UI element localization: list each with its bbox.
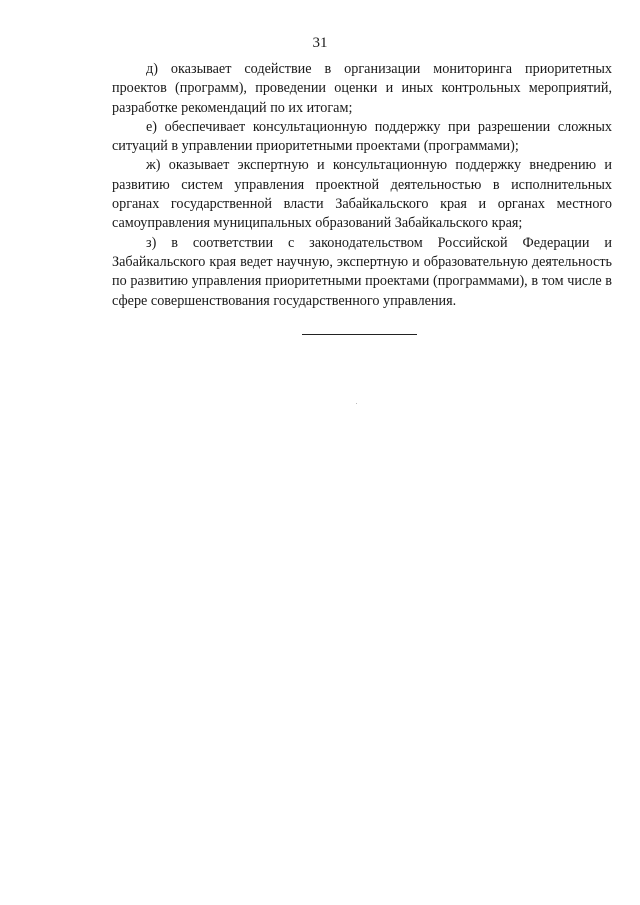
paragraph-e: е) обеспечивает консультационную поддержку при разрешении сложных ситуаций в управлении приоритетными проектами (программами); xyxy=(112,118,612,155)
paragraph-zh: ж) оказывает экспертную и консультационную поддержку внедрению и развитию систем управления проектной деятельностью в исполнительных органах государственной власти Забайкальского края и органах местного самоуправления муниципальных образований Забайкальского края; xyxy=(112,157,612,232)
document-body xyxy=(112,60,612,311)
scan-speck xyxy=(356,403,357,404)
paragraph-z: з) в соответствии с законодательством Российской Федерации и Забайкальского края ведет научную, экспертную и образовательную деятельность по развитию управления приоритетными проектами (программами), в том числе в сфере совершенствования государственного управления. xyxy=(112,234,612,309)
paragraph-d: д) оказывает содействие в организации мониторинга приоритетных проектов (программ), проведении оценки и иных контрольных мероприятий, разработке рекомендаций по их итогам; xyxy=(112,61,612,116)
end-separator-line xyxy=(302,334,417,335)
page-number: 31 xyxy=(312,35,328,51)
